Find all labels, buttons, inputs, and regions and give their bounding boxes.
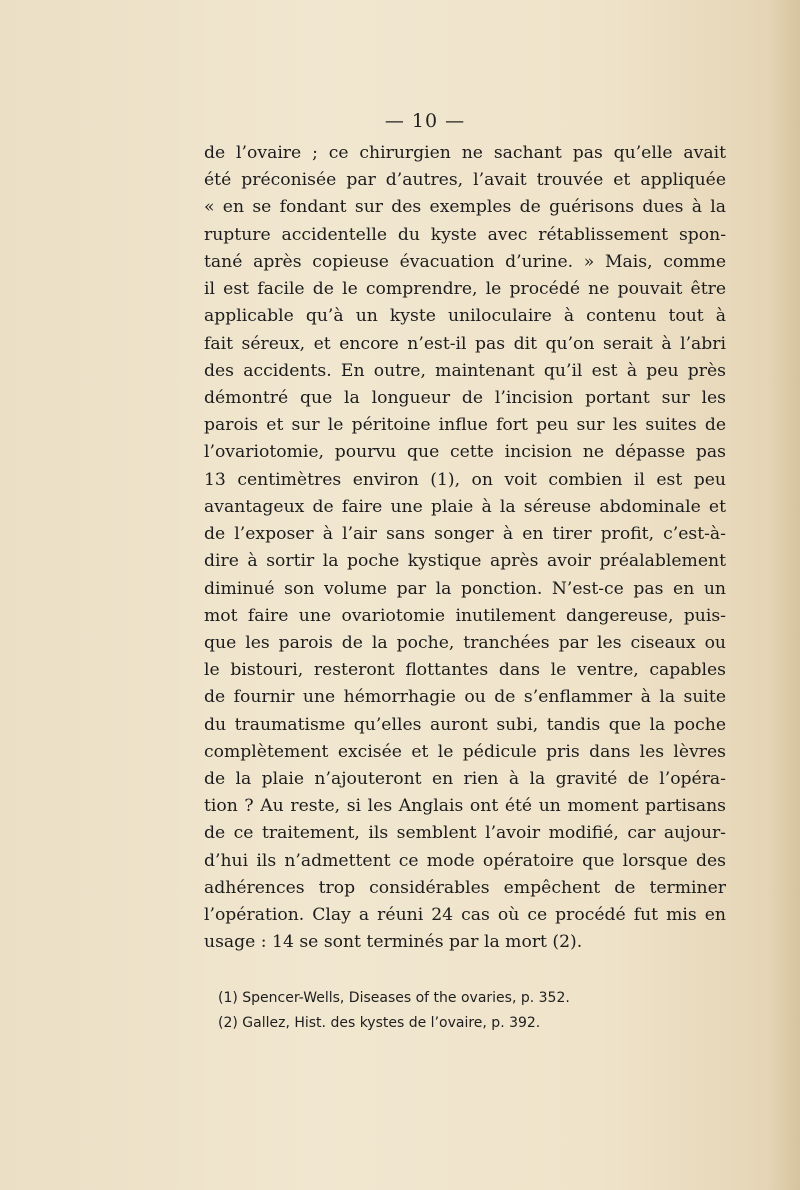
text-line-last: usage : 14 se sont terminés par la mort (2).	[204, 932, 583, 953]
text-line: applicable qu’à un kyste uniloculaire à contenu tout à	[204, 306, 726, 327]
text-line: tané après copieuse évacuation d’urine. » Mais, comme	[204, 251, 726, 272]
text-line: de l’exposer à l’air sans songer à en tirer profit, c’est-à-	[204, 524, 726, 545]
text-line: 13 centimètres environ (1), on voit combien il est peu	[204, 469, 726, 490]
text-line: été préconisée par d’autres, l’avait trouvée et appliquée	[204, 170, 726, 191]
text-line: l’ovariotomie, pourvu que cette incision ne dépasse pas	[204, 442, 726, 463]
text-line: du traumatisme qu’elles auront subi, tandis que la poche	[204, 714, 726, 735]
text-line: fait séreux, et encore n’est-il pas dit qu’on serait à l’abri	[204, 333, 726, 354]
footnote-2: (2) Gallez, Hist. des kystes de l’ovaire, p. 392.	[218, 1015, 541, 1031]
text-line: de l’ovaire ; ce chirurgien ne sachant pas qu’elle avait	[204, 143, 726, 163]
page-edge-shadow	[766, 0, 800, 1190]
text-line: tion ? Au reste, si les Anglais ont été un moment partisans	[204, 796, 726, 817]
text-line: de fournir une hémorrhagie ou de s’enflammer à la suite	[204, 687, 726, 708]
text-line: démontré que la longueur de l’incision portant sur les	[204, 387, 726, 408]
text-line: rupture accidentelle du kyste avec rétablissement spon-	[204, 224, 726, 245]
text-line: mot faire une ovariotomie inutilement dangereuse, puis-	[204, 605, 726, 626]
text-line: des accidents. En outre, maintenant qu’il est à peu près	[204, 360, 726, 381]
page-number: — 10 —	[384, 110, 466, 132]
text-line: que les parois de la poche, tranchées par les ciseaux ou	[204, 632, 726, 653]
footnotes	[218, 986, 570, 1036]
text-line: d’hui ils n’admettent ce mode opératoire que lorsque des	[204, 850, 726, 871]
text-line: le bistouri, resteront flottantes dans le ventre, capables	[204, 660, 726, 681]
text-line: avantageux de faire une plaie à la séreuse abdominale et	[204, 496, 726, 517]
text-line: adhérences trop considérables empêchent de terminer	[204, 877, 726, 898]
text-line: dire à sortir la poche kystique après avoir préalablement	[204, 551, 726, 572]
text-line: l’opération. Clay a réuni 24 cas où ce procédé fut mis en	[204, 905, 726, 926]
text-line: parois et sur le péritoine influe fort peu sur les suites de	[204, 415, 726, 436]
text-line: de la plaie n’ajouteront en rien à la gravité de l’opéra-	[204, 769, 726, 790]
body-text	[204, 140, 726, 957]
text-line: il est facile de le comprendre, le procédé ne pouvait être	[204, 279, 726, 300]
text-line: « en se fondant sur des exemples de guérisons dues à la	[204, 197, 726, 218]
text-line: diminué son volume par la ponction. N’est-ce pas en un	[204, 578, 726, 599]
text-line: complètement excisée et le pédicule pris dans les lèvres	[204, 741, 726, 762]
footnote-1: (1) Spencer-Wells, Diseases of the ovaries, p. 352.	[218, 990, 570, 1006]
text-line: de ce traitement, ils semblent l’avoir modifié, car aujour-	[204, 823, 726, 844]
